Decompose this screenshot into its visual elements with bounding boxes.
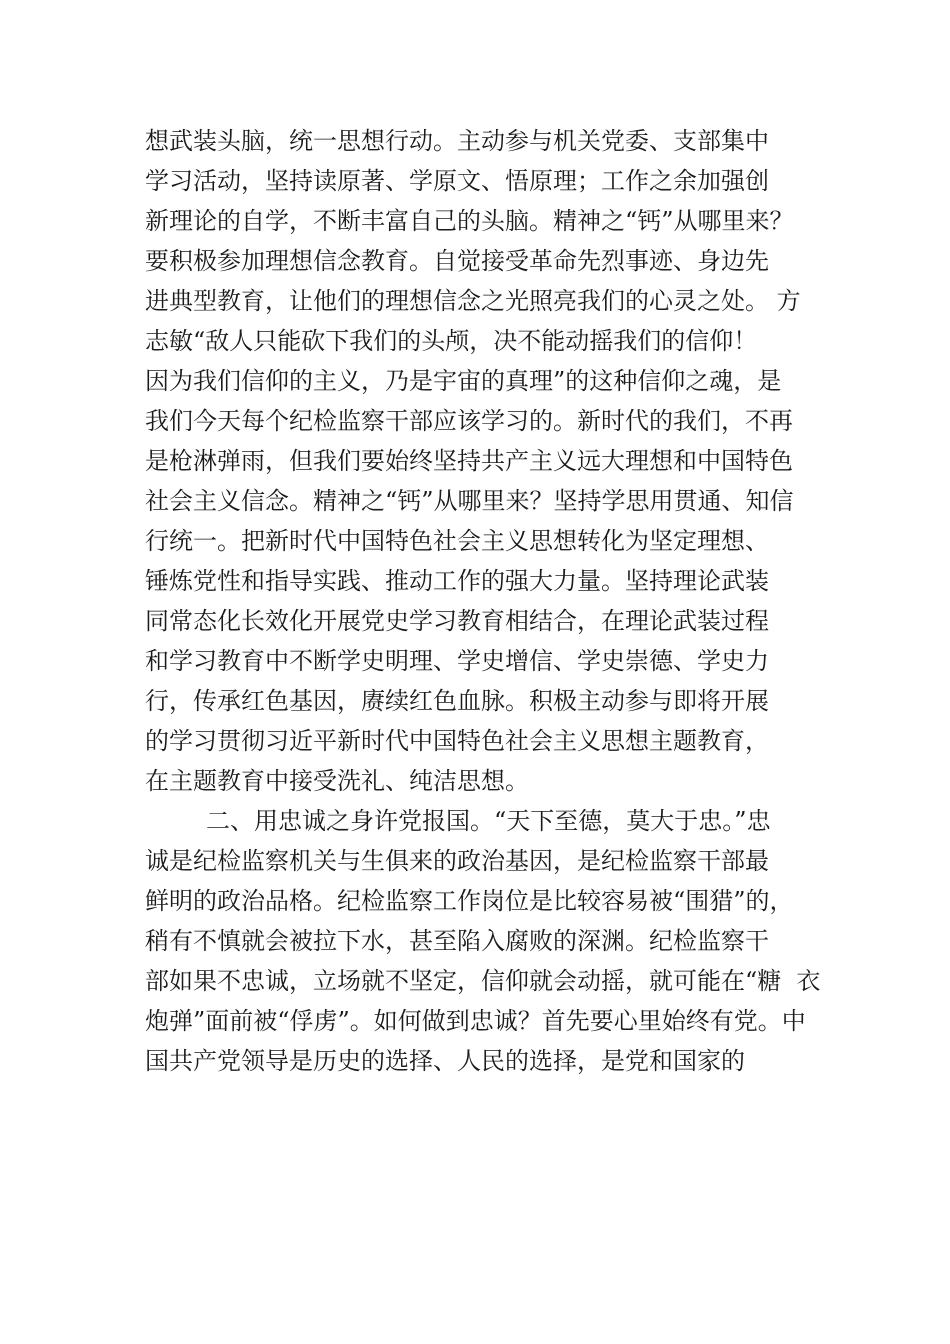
text-line: 炮弹”面前被“俘虏”。如何做到忠诚？首先要心里始终有党。中 — [145, 1007, 806, 1035]
text-line: 同常态化长效化开展党史学习教育相结合，在理论武装过程 — [145, 607, 769, 635]
text-line: 诚是纪检监察机关与生俱来的政治基因，是纪检监察干部最 — [145, 847, 769, 875]
text-line: 和学习教育中不断学史明理、学史增信、学史崇德、学史力 — [145, 647, 769, 675]
text-line: 想武装头脑，统一思想行动。主动参与机关党委、支部集中 — [145, 127, 769, 155]
text-line: 因为我们信仰的主义，乃是宇宙的真理”的这种信仰之魂，是 — [145, 367, 782, 395]
text-line: 在主题教育中接受洗礼、纯洁思想。 — [145, 767, 529, 795]
text-line: 我们今天每个纪检监察干部应该学习的。新时代的我们，不再 — [145, 407, 793, 435]
text-line: 要积极参加理想信念教育。自觉接受革命先烈事迹、身边先 — [145, 247, 769, 275]
text-line: 二、用忠诚之身许党报国。“天下至德，莫大于忠。”忠 — [145, 807, 771, 835]
text-line: 学习活动，坚持读原著、学原文、悟原理；工作之余加强创 — [145, 167, 769, 195]
text-line: 锤炼党性和指导实践、推动工作的强大力量。坚持理论武装 — [145, 567, 769, 595]
body-text — [145, 121, 845, 1081]
text-line: 志敏“敌人只能砍下我们的头颅，决不能动摇我们的信仰！ — [145, 327, 758, 355]
text-line: 是枪淋弹雨，但我们要始终坚持共产主义远大理想和中国特色 — [145, 447, 793, 475]
text-line: 进典型教育，让他们的理想信念之光照亮我们的心灵之处。 方 — [145, 287, 801, 315]
text-line: 鲜明的政治品格。纪检监察工作岗位是比较容易被“围猎”的， — [145, 887, 794, 915]
text-line: 社会主义信念。精神之“钙”从哪里来？坚持学思用贯通、知信 — [145, 487, 794, 515]
text-line: 的学习贯彻习近平新时代中国特色社会主义思想主题教育， — [145, 727, 769, 755]
text-line: 部如果不忠诚，立场就不坚定，信仰就会动摇，就可能在“糖 衣 — [145, 967, 821, 995]
text-line: 行统一。把新时代中国特色社会主义思想转化为坚定理想、 — [145, 527, 769, 555]
text-line: 国共产党领导是历史的选择、人民的选择，是党和国家的 — [145, 1047, 745, 1075]
text-line: 新理论的自学，不断丰富自己的头脑。精神之“钙”从哪里来？ — [145, 207, 794, 235]
text-line: 行，传承红色基因，赓续红色血脉。积极主动参与即将开展 — [145, 687, 769, 715]
text-line: 稍有不慎就会被拉下水，甚至陷入腐败的深渊。纪检监察干 — [145, 927, 769, 955]
